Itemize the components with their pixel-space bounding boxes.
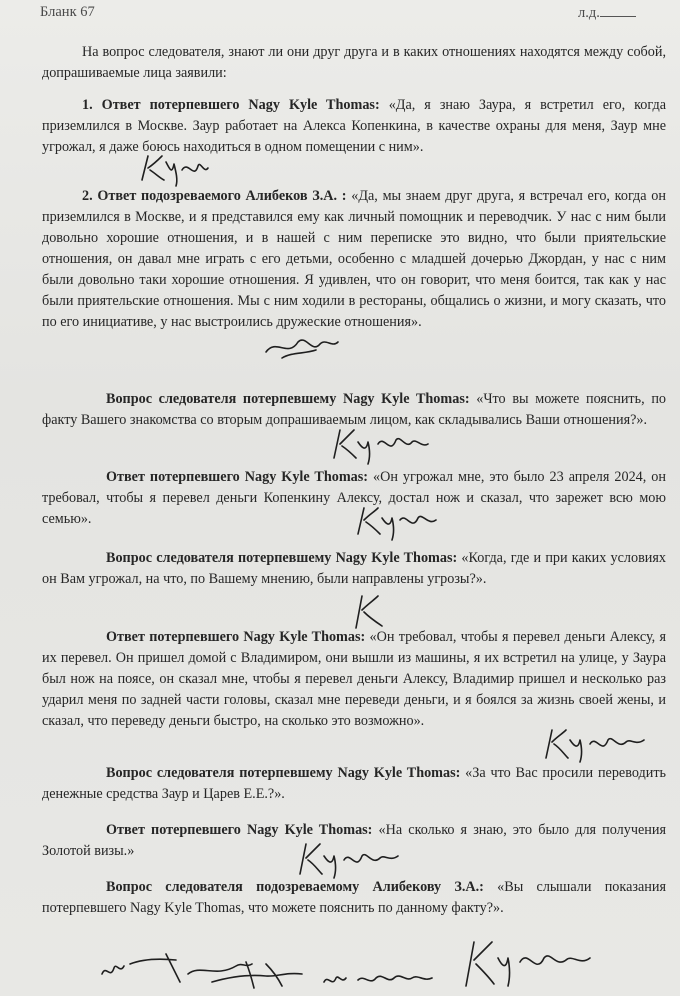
victim-signature-1	[138, 150, 218, 190]
victim-signature-5	[540, 722, 650, 766]
bottom-signature-3	[318, 960, 438, 994]
answer-1-text: «Да, я знаю Заура, я встретил его, когда приземлился в Москве. Заур работает на Алекса Копенкина, в качестве охраны для меня, Заур мне угрожал, я даже боюсь находиться в одном помещении с ним».	[42, 97, 667, 155]
question-3-text: «За что Вас просили переводить денежные средства Заур и Царев Е.Е.?».	[42, 765, 667, 802]
sheet-label-text: л.д.	[578, 5, 600, 21]
answer-5-heading: Ответ потерпевшего Nagy Kyle Thomas:	[106, 822, 373, 838]
question-4-paragraph	[42, 877, 666, 919]
sheet-number-label	[578, 4, 636, 22]
question-3-heading: Вопрос следователя потерпевшему Nagy Kyle Thomas:	[106, 765, 461, 781]
answer-4-text: «Он требовал, чтобы я перевел деньги Алексу, я их перевел. Он пришел домой с Владимиром, они вышли из машины, я их встретил на улице, у Заура был нож на поясе, он сказал мне, чтобы я перевел деньги Алексу, Владимир пришел и несколько раз ударил меня по задней части головы, сказал мне переведи деньги, и я боялся за жизнь своей жены, и сказал, что переведу деньги быстро, на сколько это возможно».	[42, 629, 667, 729]
answer-2-number: 2.	[82, 188, 93, 204]
suspect-signature-1	[262, 328, 342, 368]
question-2-heading: Вопрос следователя потерпевшему Nagy Kyle Thomas:	[106, 550, 458, 566]
answer-1-paragraph	[42, 95, 666, 158]
victim-signature-3	[352, 502, 442, 542]
answer-1-heading: Ответ потерпевшего Nagy Kyle Thomas:	[101, 97, 380, 113]
question-1-heading: Вопрос следователя потерпевшему Nagy Kyle Thomas:	[106, 391, 470, 407]
answer-4-heading: Ответ потерпевшего Nagy Kyle Thomas:	[106, 629, 366, 645]
form-number-label: Бланк 67	[40, 4, 95, 20]
answer-3-text: «Он угрожал мне, это было 23 апреля 2024, он требовал, чтобы я перевел деньги Копенкину Алексу, достал нож и сказал, что зарежет всю мою семью».	[42, 469, 666, 527]
victim-signature-2	[328, 424, 438, 466]
bottom-signature-victim	[456, 936, 596, 992]
question-4-heading: Вопрос следователя подозреваемому Алибекову З.А.:	[106, 879, 484, 895]
question-3-paragraph	[42, 763, 666, 805]
answer-2-paragraph	[42, 186, 666, 333]
bottom-signature-2	[206, 952, 316, 992]
question-2-text: «Когда, где и при каких условиях он Вам угрожал, на что, по Вашему мнению, были направлены угрозы?».	[42, 550, 667, 587]
answer-2-text: «Да, мы знаем друг друга, я встречал его, когда он приземлился в Москве, и я представился ему как личный помощник и переводчик. У нас с ним были довольно хорошие отношения, и в нашей с ним переписке это видно, что были приятельские отношения, он давал мне играть с его детьми, особенно с младшей дочерью Джордан, у нас с ним были довольно таки хорошие отношения. Я удивлен, что он говорит, что меня боится, так как у нас были приятельские отношения. Мы с ним ходили в рестораны, общались о жизни, и могу сказать, что по его инициативе, у нас выстроились дружеские отношения».	[42, 188, 666, 330]
question-1-text: «Что вы можете пояснить, по факту Вашего знакомства со вторым допрашиваемым лицом, как складывались Ваши отношения?».	[42, 391, 667, 428]
victim-signature-6	[294, 838, 404, 882]
victim-signature-4	[348, 592, 392, 632]
question-2-paragraph	[42, 548, 666, 590]
answer-5-text: «На сколько я знаю, это было для получения Золотой визы.»	[42, 822, 666, 859]
question-4-text: «Вы слышали показания потерпевшего Nagy Kyle Thomas, что можете пояснить по данному факту?».	[42, 879, 666, 916]
answer-4-paragraph	[42, 627, 666, 732]
answer-2-heading: Ответ подозреваемого Алибеков З.А. :	[97, 188, 347, 204]
answer-1-number: 1.	[82, 97, 93, 113]
intro-paragraph: На вопрос следователя, знают ли они друг друга и в каких отношениях находятся между собой, допрашиваемые лица заявили:	[42, 44, 666, 81]
sheet-number-blank	[600, 4, 636, 17]
answer-3-heading: Ответ потерпевшего Nagy Kyle Thomas:	[106, 469, 368, 485]
